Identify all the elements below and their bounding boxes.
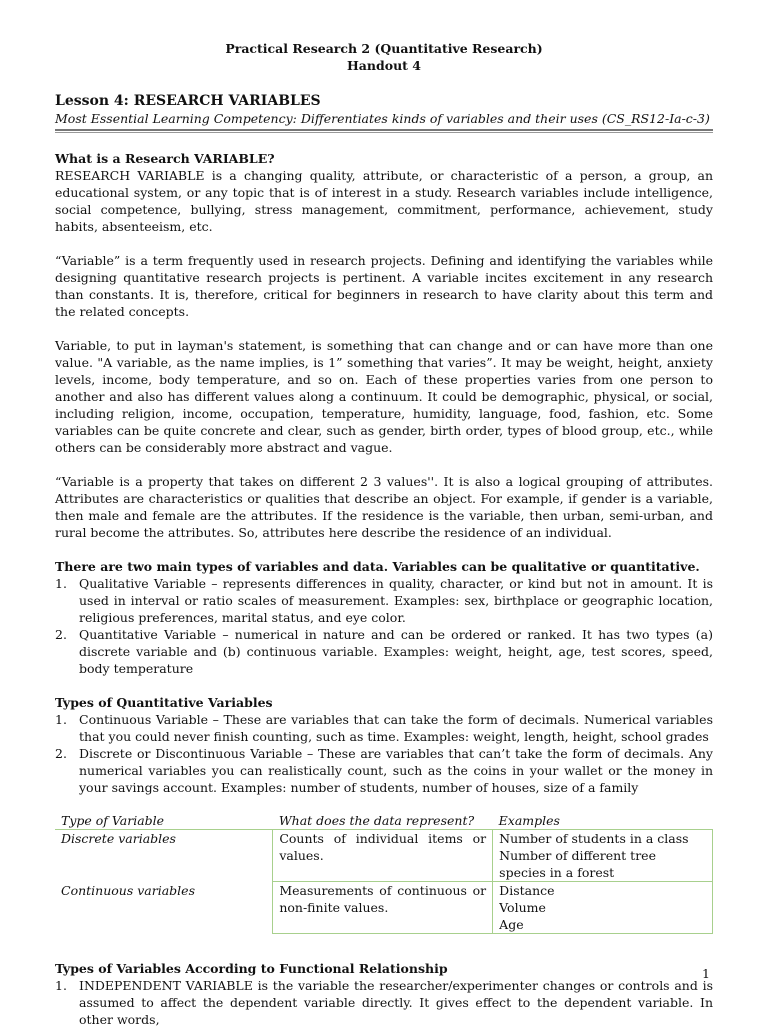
table-row	[55, 830, 713, 882]
example-item: Number of students in a class	[499, 831, 689, 846]
paragraph: “Variable is a property that takes on different 2 3 values''. It is also a logical grouping of attributes. Attributes are characteristics or qualities that describe an object. For example, if gender is a variable, then male and female are the attributes. If the residence is the variable, then urban, semi-urban, and rural become the attributes. So, attributes here describe the residence of an individual.	[55, 474, 713, 540]
list-number: 2.	[55, 627, 67, 642]
handout-page	[55, 40, 713, 1028]
table-cell-examples	[493, 830, 713, 882]
table-cell-represents: Counts of individual items or values.	[273, 830, 493, 882]
list-item-text: INDEPENDENT VARIABLE is the variable the researcher/experimenter changes or controls and is assumed to affect the dependent variable directly. It gives effect to the dependent variable. In other words,	[79, 978, 713, 1027]
section-heading-main-types: There are two main types of variables and data. Variables can be qualitative or quantitative.	[55, 559, 700, 574]
table-cell-examples	[493, 882, 713, 934]
table-cell-type: Discrete variables	[61, 831, 176, 846]
lesson-title: Lesson 4: RESEARCH VARIABLES	[55, 93, 321, 109]
table-header-examples: Examples	[493, 812, 713, 830]
page-number: 1	[702, 966, 710, 981]
list-item-text: Discrete or Discontinuous Variable – These are variables that can’t take the form of decimals. Any numerical variables you can realistically count, such as the coins in your wallet or the money in your savings account. Examples: number of students, number of houses, size of a family	[79, 746, 713, 795]
header-divider	[55, 129, 713, 133]
main-types-list	[55, 575, 713, 677]
list-item	[55, 745, 713, 796]
functional-types-list	[55, 977, 713, 1028]
list-number: 1.	[55, 712, 67, 727]
list-item-text: Qualitative Variable – represents differences in quality, character, or kind but not in amount. It is used in interval or ratio scales of measurement. Examples: sex, birthplace or geographic location, religious preferences, marital status, and eye color.	[79, 576, 713, 625]
section-heading-what-is-variable: What is a Research VARIABLE?	[55, 151, 275, 166]
paragraph: Variable, to put in layman's statement, is something that can change and or can have more than one value. "A variable, as the name implies, is 1” something that varies”. It may be weight, height, anxiety levels, income, body temperature, and so on. Each of these properties varies from one person to another and also has different values along a continuum. It could be demographic, physical, or social, including religion, income, occupation, temperature, humidity, language, food, fashion, etc. Some variables can be quite concrete and clear, such as gender, birth order, types of blood group, etc., while others can be considerably more abstract and vague.	[55, 338, 713, 455]
list-item	[55, 711, 713, 745]
list-number: 1.	[55, 576, 67, 591]
table-header-represents: What does the data represent?	[273, 812, 493, 830]
variables-table	[55, 812, 713, 934]
table-header-type: Type of Variable	[55, 812, 273, 830]
example-item: Age	[499, 917, 524, 932]
table-header-row	[55, 812, 713, 830]
list-item	[55, 575, 713, 626]
table-cell-represents: Measurements of continuous or non-finite values.	[273, 882, 493, 934]
learning-competency: Most Essential Learning Competency: Differentiates kinds of variables and their uses (CS_RS12-Ia-c-3)	[55, 111, 710, 126]
list-item	[55, 626, 713, 677]
table-row	[55, 882, 713, 934]
example-item: Volume	[499, 900, 546, 915]
handout-label: Handout 4	[347, 58, 421, 73]
list-item-text: Quantitative Variable – numerical in nature and can be ordered or ranked. It has two types (a) discrete variable and (b) continuous variable. Examples: weight, height, age, test scores, speed, body temperature	[79, 627, 713, 676]
list-number: 2.	[55, 746, 67, 761]
paragraph: RESEARCH VARIABLE is a changing quality, attribute, or characteristic of a person, a group, an educational system, or any topic that is of interest in a study. Research variables include intelligence, social competence, bullying, stress management, commitment, performance, achievement, study habits, absenteeism, etc.	[55, 168, 713, 234]
list-item-text: Continuous Variable – These are variables that can take the form of decimals. Numerical variables that you could never finish counting, such as time. Examples: weight, length, height, school grades	[79, 712, 713, 744]
list-item	[55, 977, 713, 1028]
table-cell-type: Continuous variables	[61, 882, 195, 898]
quantitative-types-list	[55, 711, 713, 796]
section-heading-quantitative-types: Types of Quantitative Variables	[55, 695, 273, 710]
section-heading-functional-relationship: Types of Variables According to Functional Relationship	[55, 961, 448, 976]
example-item: Distance	[499, 883, 555, 898]
paragraph: “Variable” is a term frequently used in research projects. Defining and identifying the variables while designing quantitative research projects is pertinent. A variable incites excitement in any research than constants. It is, therefore, critical for beginners in research to have clarity about this term and the related concepts.	[55, 253, 713, 319]
example-item: Number of different tree species in a forest	[499, 848, 656, 880]
list-number: 1.	[55, 978, 67, 993]
document-title: Practical Research 2 (Quantitative Research)	[225, 41, 543, 56]
